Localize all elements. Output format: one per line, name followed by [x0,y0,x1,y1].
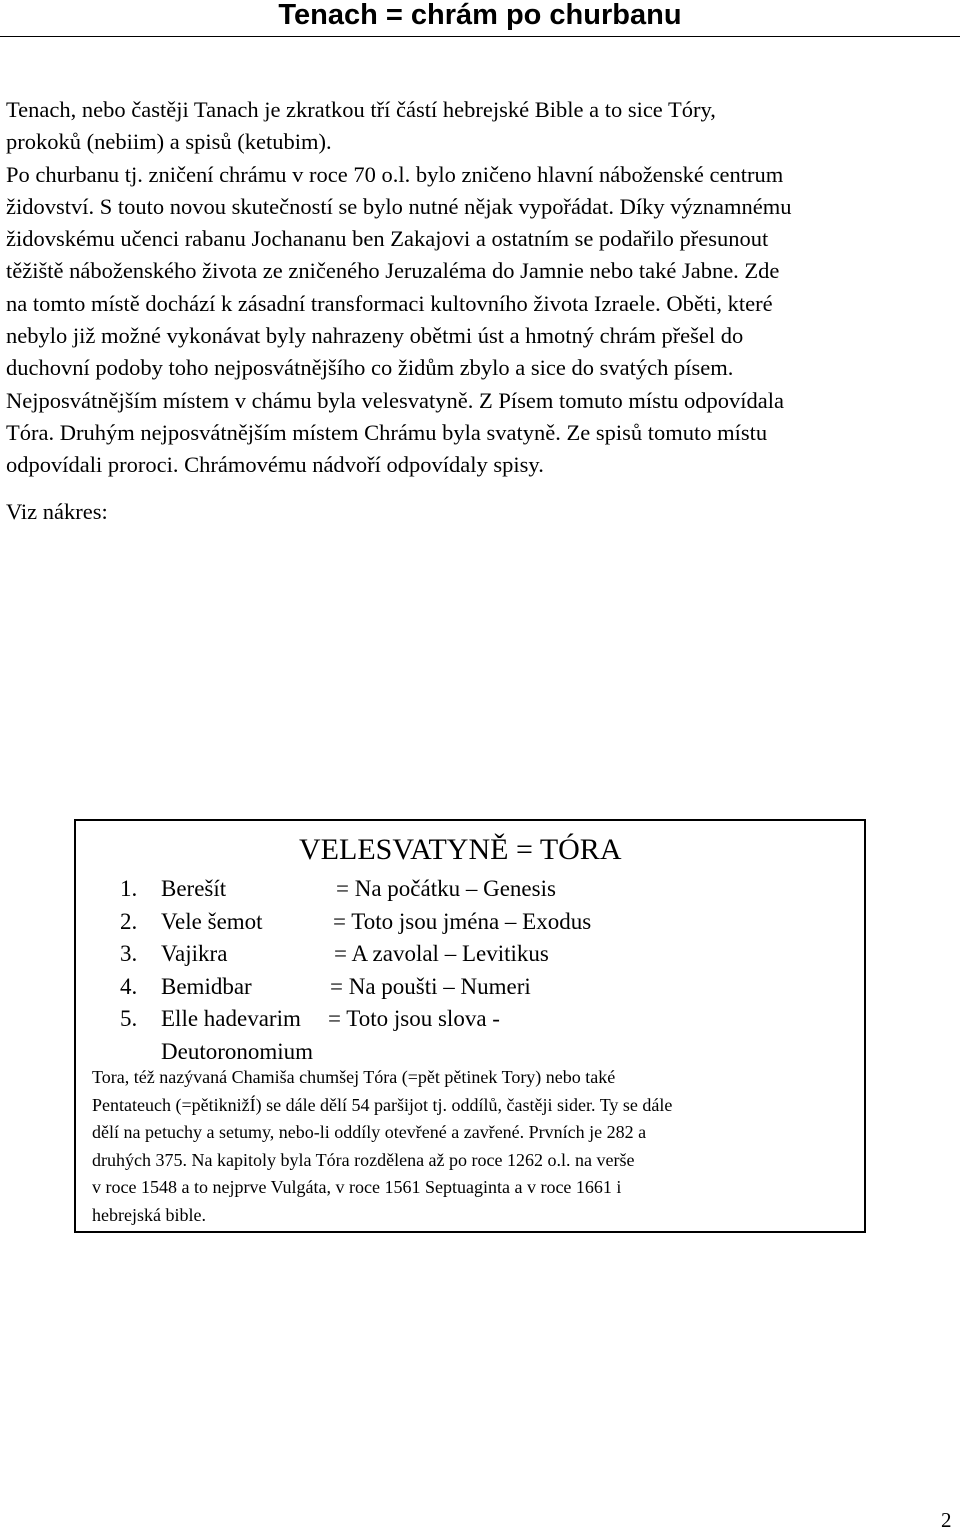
note-line: hebrejská bible. [92,1204,206,1225]
intro-line: nebylo již možné vykonávat byly nahrazeny obětmi úst a hmotný chrám přešel do [6,323,744,349]
book-number: 5. [120,1006,138,1031]
book-number: 4. [120,973,138,999]
intro-line: židovství. S touto novou skutečností se bylo nutné nějak vypořádat. Díky významnému [6,193,792,219]
book-number: 3. [120,941,138,966]
book-number: 2. [120,908,138,934]
page-title: Tenach = chrám po churbanu [278,0,682,31]
intro-line: Po churbanu tj. zničení chrámu v roce 70 o.l. bylo zničeno hlavní náboženské centrum [6,161,784,187]
intro-paragraph [6,94,956,482]
intro-line: židovskému učenci rabanu Jochananu ben Zakajovi a ostatním se podařilo přesunout [6,226,769,252]
intro-line: prokoků (nebiim) a spisů (ketubim). [6,129,332,155]
book-name-continuation: Deutoronomium [161,1039,314,1064]
note-line: Tora, též nazývaná Chamiša chumšej Tóra (=pět pětinek Tory) nebo také [92,1067,616,1087]
intro-line: těžiště náboženského života ze zničeného Jeruzaléma do Jamnie nebo také Jabne. Zde [6,258,780,284]
book-name: Berešít [161,876,227,901]
book-name: Bemidbar [161,973,252,999]
page-number: 2 [941,1508,952,1532]
note-line: druhých 375. Na kapitoly byla Tóra rozdělena až po roce 1262 o.l. na verše [92,1149,635,1170]
intro-line: duchovní podoby toho nejposvátnějšího co židům zbylo a sice do svatých písem. [6,355,734,381]
intro-line: Nejposvátnějším místem v chámu byla velesvatyně. Z Písem tomuto místu odpovídala [6,387,785,413]
book-meaning: = Na počátku – Genesis [336,876,556,901]
intro-line: Tóra. Druhým nejposvátnějším místem Chrámu byla svatyně. Ze spisů tomuto místu [6,419,768,445]
book-meaning: = Toto jsou jména – Exodus [333,908,592,934]
book-name: Vele šemot [161,908,263,934]
book-number: 1. [120,876,138,901]
note-line: dělí na petuchy a setumy, nebo-li oddíly otevřené a zavřené. Prvních je 282 a [92,1122,647,1143]
book-name: Elle hadevarim [161,1006,301,1031]
book-meaning: = Toto jsou slova - [328,1006,500,1031]
see-drawing-label: Viz nákres: [6,499,108,524]
intro-line: odpovídali proroci. Chrámovému nádvoří odpovídaly spisy. [6,452,544,478]
book-meaning: = A zavolal – Levitikus [334,941,549,966]
note-line: v roce 1548 a to nejprve Vulgáta, v roce 1561 Septuaginta a v roce 1661 i [92,1177,622,1198]
box-heading: VELESVATYNĚ = TÓRA [299,833,622,866]
torah-note [92,1064,862,1230]
intro-line: na tomto místě dochází k zásadní transformaci kultovního života Izraele. Oběti, které [6,290,773,316]
note-line: Pentateuch (=pětiknižÍ) se dále dělí 54 paršijot tj. oddílů, častěji sider. Ty se dále [92,1094,673,1115]
book-name: Vajikra [161,941,228,966]
book-meaning: = Na poušti – Numeri [330,973,531,999]
intro-line: Tenach, nebo častěji Tanach je zkratkou tří částí hebrejské Bible a to sice Tóry, [6,97,716,122]
torah-box [74,819,866,1233]
title-divider [0,36,960,37]
